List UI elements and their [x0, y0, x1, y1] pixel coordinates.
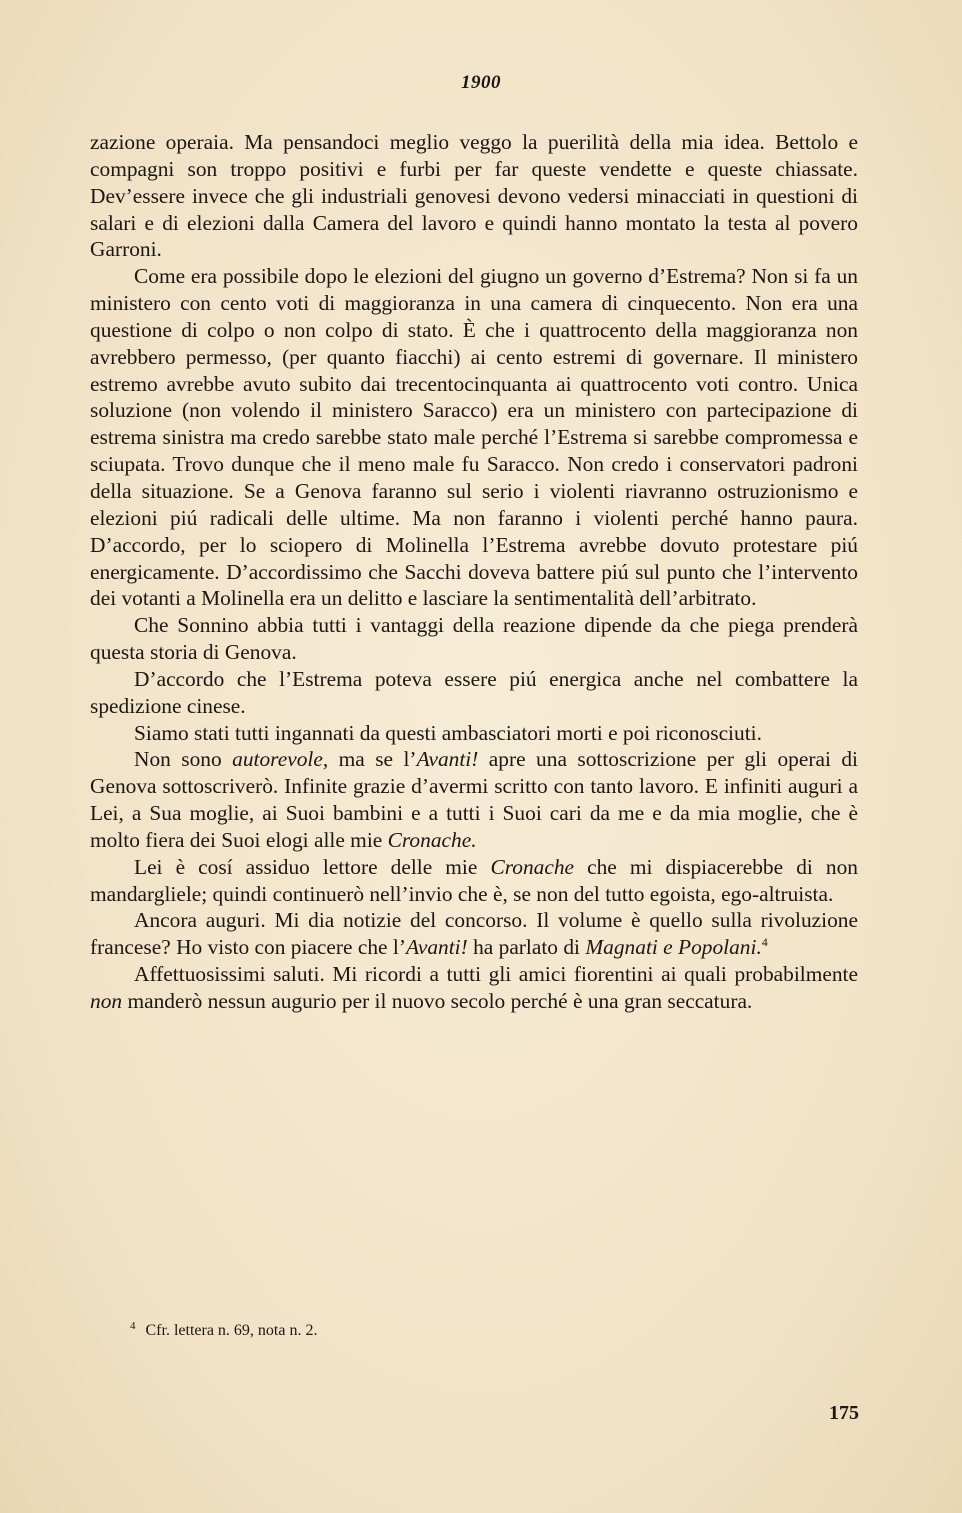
paragraph	[90, 746, 858, 853]
text-run: Lei è cosí assiduo lettore delle mie	[134, 854, 491, 879]
text-run: apre una sottoscrizione per gli operai di Genova sottoscriverò. Infinite grazie d’avermi scritto con tanto lavoro. E infiniti auguri a Lei, a Sua moglie, ai Suoi bambini e a tutti i Suoi cari da me e da mia moglie, che è molto fiera dei Suoi elogi alle mie	[90, 747, 858, 852]
text-run: Che Sonnino abbia tutti i vantaggi della reazione dipende da che piega prenderà questa storia di Genova.	[90, 613, 858, 665]
page-number: 175	[829, 1402, 859, 1424]
footnote	[130, 1321, 317, 1341]
text-run: Siamo stati tutti ingannati da questi ambasciatori morti e poi riconosciuti.	[134, 720, 762, 745]
paragraph	[90, 612, 858, 666]
text-run: manderò nessun augurio per il nuovo secolo perché è una gran seccatura.	[122, 989, 753, 1013]
italic-text: Magnati e Popolani.	[585, 935, 762, 960]
paragraph	[90, 907, 858, 961]
text-run: D’accordo che l’Estrema poteva essere piú energica anche nel combattere la spedizione cinese.	[90, 666, 858, 718]
paragraph	[90, 854, 858, 908]
paragraph	[90, 720, 858, 747]
text-run: ma se l’	[328, 747, 417, 772]
italic-text: autorevole,	[232, 747, 329, 772]
text-run: Come era possibile dopo le elezioni del giugno un governo d’Estrema? Non si fa un ministero con cento voti di maggioranza in una camera di cinquecento. Non era una questione di colpo o non colpo di stato. È che i quattrocento della maggioranza non avrebbero permesso, (per quanto fiacchi) ai cento estremi di governare. Il ministero estremo avrebbe avuto subito dai trecentocinquanta ai quattrocento voti contro. Unica soluzione (non volendo il ministero Saracco) era un ministero con partecipazione di estrema sinistra ma credo sarebbe stato male perché l’Estrema si sarebbe compromessa e sciupata. Trovo dunque che il meno male fu Saracco. Non credo i conservatori padroni della situazione. Se a Genova faranno sul serio i violenti riavranno ostruzionismo e elezioni piú radicali delle ultime. Ma non faranno i violenti perché hanno paura. D’accordo, per lo sciopero di Molinella l’Estrema avrebbe dovuto protestare piú energicamente. D’accordissimo che Sacchi doveva battere piú sul punto che l’intervento dei votanti a Molinella era un delitto e lasciare la sentimentalità dell’arbitrato.	[90, 264, 858, 611]
text-run: Non sono	[134, 747, 233, 772]
text-run: Affettuosissimi saluti. Mi ricordi a tutti gli amici fiorentini ai quali probabilmente	[134, 962, 858, 987]
italic-text: Avanti!	[416, 747, 479, 772]
italic-text: Avanti!	[405, 935, 468, 960]
paragraph	[90, 961, 858, 1015]
footnote-reference: 4	[761, 935, 768, 950]
text-run: Ancora auguri. Mi dia notizie del concorso. Il volume è quello sulla rivoluzione francese? Ho visto con piacere che l’	[90, 908, 858, 960]
italic-text: Cronache	[490, 854, 575, 879]
text-run: ha parlato di	[467, 935, 586, 960]
letter-body	[90, 129, 858, 1015]
italic-text: Cronache.	[387, 827, 477, 852]
paragraph	[90, 129, 858, 263]
footnote-text: Cfr. lettera n. 69, nota n. 2.	[145, 1322, 318, 1339]
text-run: zazione operaia. Ma pensandoci meglio veggo la puerilità della mia idea. Bettolo e compagni son troppo positivi e furbi per far queste vendette e queste chiassate. Dev’essere invece che gli industriali genovesi devono vedersi minacciati in questioni di salari e di elezioni dalla Camera del lavoro e quindi hanno montato la testa al povero Garroni.	[90, 130, 858, 262]
paragraph	[90, 666, 858, 720]
running-title: 1900	[461, 72, 501, 93]
paragraph	[90, 263, 858, 612]
text-run: che mi dispiacerebbe di non mandargliele; quindi continuerò nell’invio che è, se non del tutto egoista, ego-altruista.	[90, 854, 858, 906]
italic-text: non	[90, 989, 123, 1013]
footnote-marker: 4	[130, 1319, 136, 1332]
